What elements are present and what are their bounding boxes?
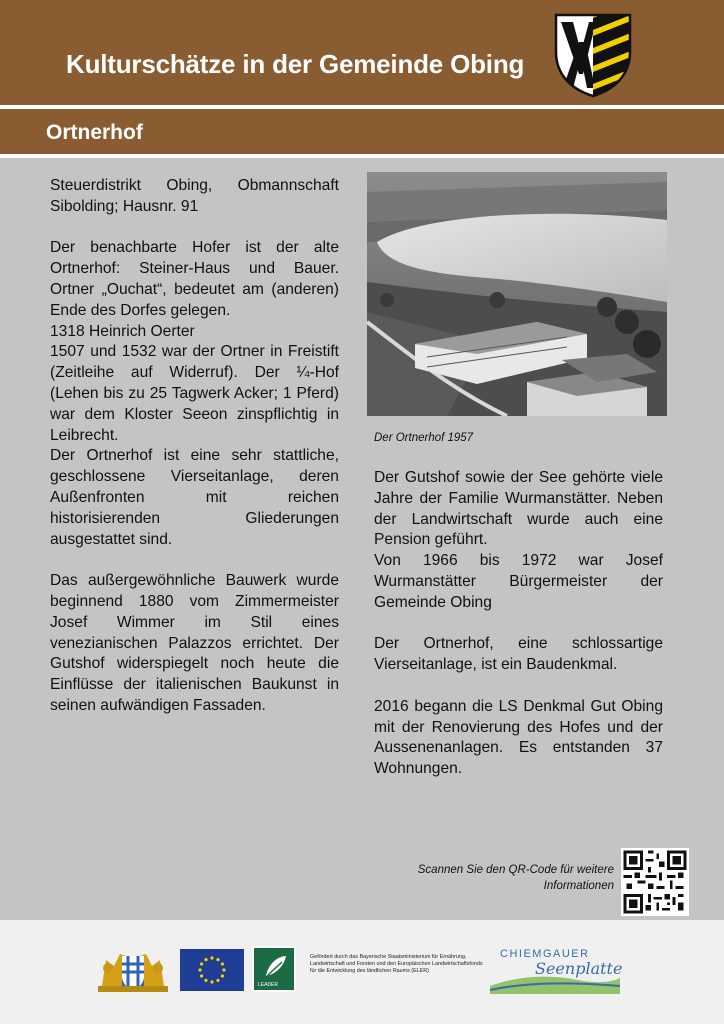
leader-logo-text: LEADER [258, 982, 279, 988]
bavarian-coat-of-arms-icon [98, 946, 168, 994]
paragraph-renovation: 2016 begann die LS Denkmal Gut Obing mit der Renovierung des Hofes und der Aussenenanlagen. Es entstanden 37 Wohnungen. [374, 697, 663, 778]
historic-aerial-photo [367, 172, 667, 416]
paragraph-architecture: Das außergewöhnliche Bauwerk wurde beginnend 1880 vom Zimmermeister Josef Wimmer im Stil eines venezianischen Palazzos errichtet. Der Gutshof widerspiegelt noch heute die Einflüsse der italienischen Baukunst in seinen aufwändigen Fassaden. [50, 572, 339, 714]
photo-caption: Der Ortnerhof 1957 [374, 432, 474, 444]
paragraph-district: Steuerdistrikt Obing, Obmannschaft Sibolding; Hausnr. 91 [50, 177, 339, 215]
paragraph-description: Der Ortnerhof ist eine sehr stattliche, geschlossene Vierseitanlage, deren Außenfronten mit reichen historisierenden Gliederungen ausgestattet sind. [50, 447, 339, 548]
municipal-crest-icon [553, 12, 633, 98]
paragraph-mayor: Von 1966 bis 1972 war Josef Wurmanstätter Bürgermeister der Gemeinde Obing [374, 552, 663, 611]
qr-code-icon[interactable] [621, 848, 689, 916]
left-text-column [50, 176, 339, 717]
paragraph-origin: Der benachbarte Hofer ist der alte Ortnerhof: Steiner-Haus und Bauer. Ortner „Ouchat“, bedeutet am (anderen) Ende des Dorfes gelegen. [50, 239, 339, 319]
chiemgauer-logo-bottom: Seenplatte [535, 959, 623, 978]
paragraph-monument: Der Ortnerhof, eine schlossartige Vierseitanlage, ist ein Baudenkmal. [374, 635, 663, 674]
section-title: Ortnerhof [46, 121, 143, 144]
funding-notice: Gefördert durch das Bayerische Staatsministerium für Ernährung, Landwirtschaft und Forsten und den Europäischen Landwirtschaftsfonds für die Entwicklung des ländlichen Raums (ELER) [310, 954, 483, 974]
chiemgauer-logo-top: CHIEMGAUER [500, 948, 590, 960]
qr-instruction: Scannen Sie den QR-Code für weitere Informationen [417, 864, 614, 892]
leader-logo-icon [252, 946, 296, 992]
paragraph-1318: 1318 Heinrich Oerter [50, 322, 195, 340]
eu-flag-icon [180, 949, 244, 991]
paragraph-1507: 1507 und 1532 war der Ortner in Freistift (Zeitleihe auf Widerruf). Der ¼-Hof (Lehen bis zu 25 Tagwerk Acker; 1 Pferd) war dem Kloster Seeon zinspflichtig in Leibrecht. [50, 343, 339, 444]
page-title: Kulturschätze in der Gemeinde Obing [66, 49, 525, 79]
right-text-column [374, 468, 663, 780]
paragraph-family: Der Gutshof sowie der See gehörte viele Jahre der Familie Wurmanstätter. Neben der Landwirtschaft wurde auch eine Pension geführt. [374, 469, 663, 549]
